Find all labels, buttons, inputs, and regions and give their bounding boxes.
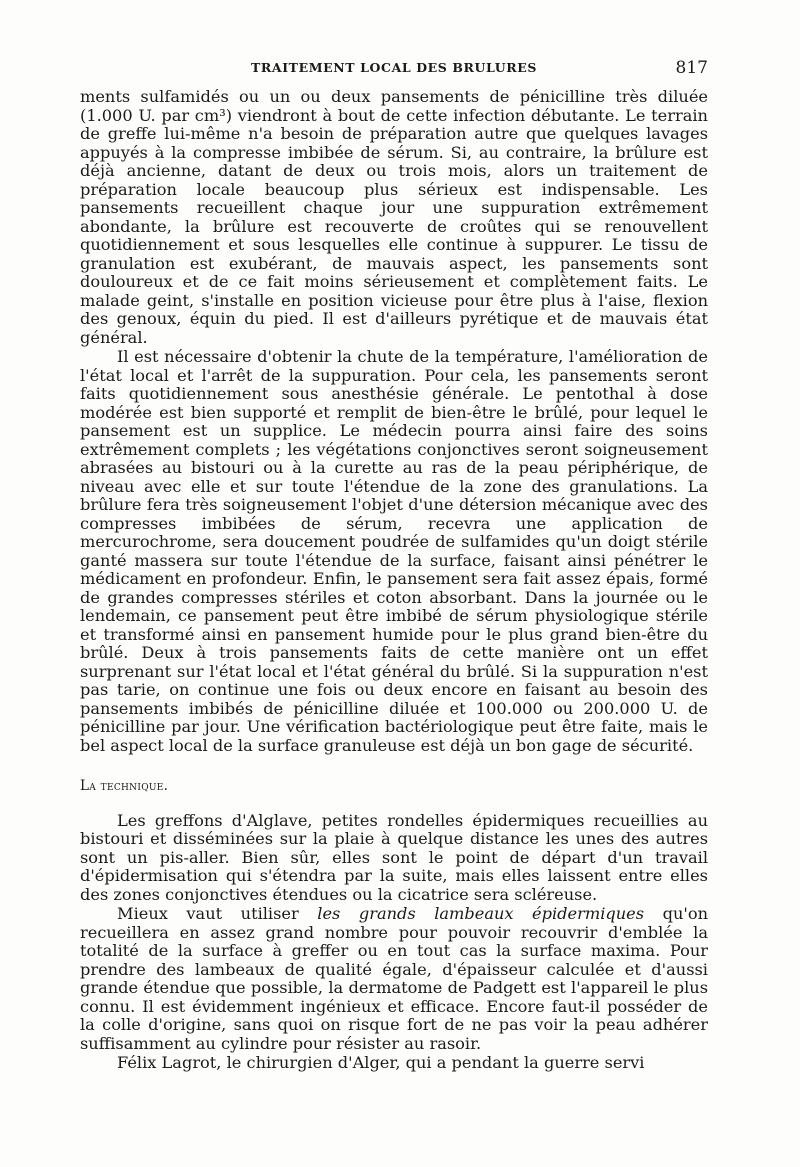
paragraph-continuation: ments sulfamidés ou un ou deux pansements de pénicilline très diluée (1.000 U. par cm³) viendront à bout de cette infection débutante. Le terrain de greffe lui-même n'a besoin de préparation autre que quelques lavages appuyés à la compresse imbibée de sérum. Si, au contraire, la brûlure est déjà ancienne, datant de deux ou trois mois, alors un traitement de préparation locale beaucoup plus sérieux est indispensable. Les pansements recueillent chaque jour une suppuration extrêmement abondante, la brûlure est recouverte de croûtes qui se renouvellent quotidiennement et sous lesquelles elle continue à suppurer. Le tissu de granulation est exubérant, de mauvais aspect, les pansements sont douloureux et de ce fait moins sérieusement et complètement faits. Le malade geint, s'installe en position vicieuse pour être plus à l'aise, flexion des genoux, équin du pied. Il est d'ailleurs pyrétique et de mauvais état général. <box>80 87 708 347</box>
lambeaux-text-end: qu'on recueillera en assez grand nombre pour pouvoir recouvrir d'emblée la totalité de la surface à greffer ou en tout cas la surface maxima. Pour prendre des lambeaux de qualité égale, d'épaisseur calculée et d'aussi grande étendue que possible, la dermatome de Padgett est l'appareil le plus connu. Il est évidemment ingénieux et efficace. Encore faut-il posséder de la colle d'origine, sans quoi on risque fort de ne pas voir la peau adhérer suffisamment au cylindre pour résister au rasoir. <box>80 904 708 1053</box>
paragraph-lambeaux <box>80 905 708 1053</box>
lambeaux-text-start: Mieux vaut utiliser <box>117 904 318 923</box>
page-number: 817 <box>675 58 708 78</box>
paragraph-alglave: Les greffons d'Alglave, petites rondelles épidermiques recueillies au bistouri et disséminées sur la plaie à quelque distance les unes des autres sont un pis-aller. Bien sûr, elles sont le point de départ d'un travail d'épidermisation qui s'étendra par la suite, mais elles laissent entre elles des zones conjonctives étendues ou la cicatrice sera scléreuse. <box>80 810 708 904</box>
lambeaux-emphasis: les grands lambeaux épidermiques <box>317 904 645 923</box>
paragraph-lagrot: Félix Lagrot, le chirurgien d'Alger, qui a pendant la guerre servi <box>117 1053 645 1072</box>
section-heading: La technique. <box>80 778 169 794</box>
running-head <box>80 58 708 78</box>
body-text <box>80 88 708 1073</box>
paragraph-anesthesia: Il est nécessaire d'obtenir la chute de la température, l'amélioration de l'état local et l'arrêt de la suppuration. Pour cela, les pansements seront faits quotidiennement sous anesthésie générale. Le pentothal à dose modérée est bien supporté et remplit de bien-être le brûlé, pour lequel le pansement est un supplice. Le médecin pourra ainsi faire des soins extrêmement complets ; les végétations conjonctives seront soigneusement abrasées au bistouri ou à la curette au ras de la peau périphérique, de niveau avec elle et sur toute l'étendue de la zone des granulations. La brûlure fera très soigneusement l'objet d'une détersion mécanique avec des compresses imbibées de sérum, recevra une application de mercurochrome, sera doucement poudrée de sulfamides qu'un doigt stérile ganté massera sur toute l'étendue de la surface, faisant ainsi pénétrer le médicament en profondeur. Enfin, le pansement sera fait assez épais, formé de grandes compresses stériles et coton absorbant. Dans la journée ou le lendemain, ce pansement peut être imbibé de sérum physiologique stérile et transformé ainsi en pansement humide pour le plus grand bien-être du brûlé. Deux à trois pansements faits de cette manière ont un effet surprenant sur l'état local et l'état général du brûlé. Si la suppuration n'est pas tarie, on continue une fois ou deux encore en faisant au besoin des pansements imbibés de pénicilline diluée et 100.000 ou 200.000 U. de pénicilline par jour. Une vérification bactériologique peut être faite, mais le bel aspect local de la surface granuleuse est déjà un bon gage de sécurité. <box>80 347 708 755</box>
running-title: TRAITEMENT LOCAL DES BRULURES <box>251 60 537 75</box>
